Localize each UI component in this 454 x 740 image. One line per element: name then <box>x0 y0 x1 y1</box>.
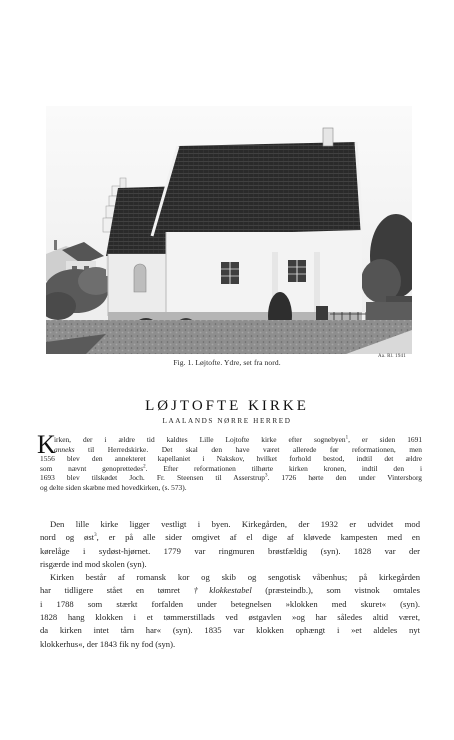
photo-credit: Aa. Rl. 1941 <box>378 354 406 359</box>
window-right <box>288 260 306 282</box>
arched-window <box>134 264 146 292</box>
roof-main <box>152 142 362 236</box>
window-left <box>221 262 239 284</box>
intro-line: 1693 blev tilskødet Joch. Fr. Steensen til Asserstrup$^3$. 1726 hørte den under Vintersborg <box>40 473 422 482</box>
intro-paragraph <box>40 435 422 492</box>
intro-line: anneks til Herredskirke. Det skal den have været allerede før reformationen, men <box>54 444 422 454</box>
intro-line: irken, der i ældre tid kaldtes Lille Lojtofte kirke efter sognebyen$^1$, er siden 1691 <box>54 435 423 444</box>
intro-line: og delte siden skæbne med hovedkirken, (s. 573). <box>40 482 187 492</box>
body-line: Den lille kirke ligger vestligt i byen. Kirkegården, der 1932 er udvidet mod <box>50 519 420 529</box>
body-line: 1828 hang klokken i et tømmerstillads ved østgavlen »og har således altid været, <box>40 612 420 623</box>
body-line: kørelåge i sydøst-hjørnet. 1779 var ringmuren brøstfældig (syn). 1828 var der <box>40 545 420 556</box>
intro-line: som nævnt genoprettedes$^2$. Efter reformationen tilhørte kirken kronen, indtil den i <box>40 463 422 473</box>
wall-nave <box>166 232 362 316</box>
body-line: klokkerhus«, der 1843 fik ny fod (syn). <box>40 638 176 649</box>
page-title: LØJTOFTE KIRKE <box>145 398 309 414</box>
page-subtitle: LAALANDS NØRRE HERRED <box>162 417 292 425</box>
body-line: har tidligere stået en tømret †klokkestabel (præsteindb.), som vistnok omtales <box>40 585 420 596</box>
body-line: da kirken intet tårn har« (syn). 1835 var klokken ophængt i »et aldeles nyt <box>40 625 420 636</box>
body-text <box>40 518 420 651</box>
body-line: nord og øst$^3$, er på alle sider omgivet af el dige af kløvede kampesten med en <box>40 532 421 543</box>
chimney <box>323 128 333 146</box>
drop-cap: K <box>37 430 56 459</box>
intro-line: 1556 blev den annekteret kapellaniet i Nakskov, hvilket forhold bestod, indtil det ældre <box>40 454 422 463</box>
church-photo <box>46 106 412 354</box>
figure-caption: Fig. 1. Løjtofte. Ydre, set fra nord. <box>173 358 281 367</box>
body-line: i 1788 som stærkt forfalden under betegnelsen »klokken med skuret« (syn). <box>40 598 420 609</box>
body-line: risgærde ind mod skolen (syn). <box>40 558 147 569</box>
body-line: Kirken består af romansk kor og skib og sengotisk våbenhus; på kirkegården <box>50 572 420 583</box>
